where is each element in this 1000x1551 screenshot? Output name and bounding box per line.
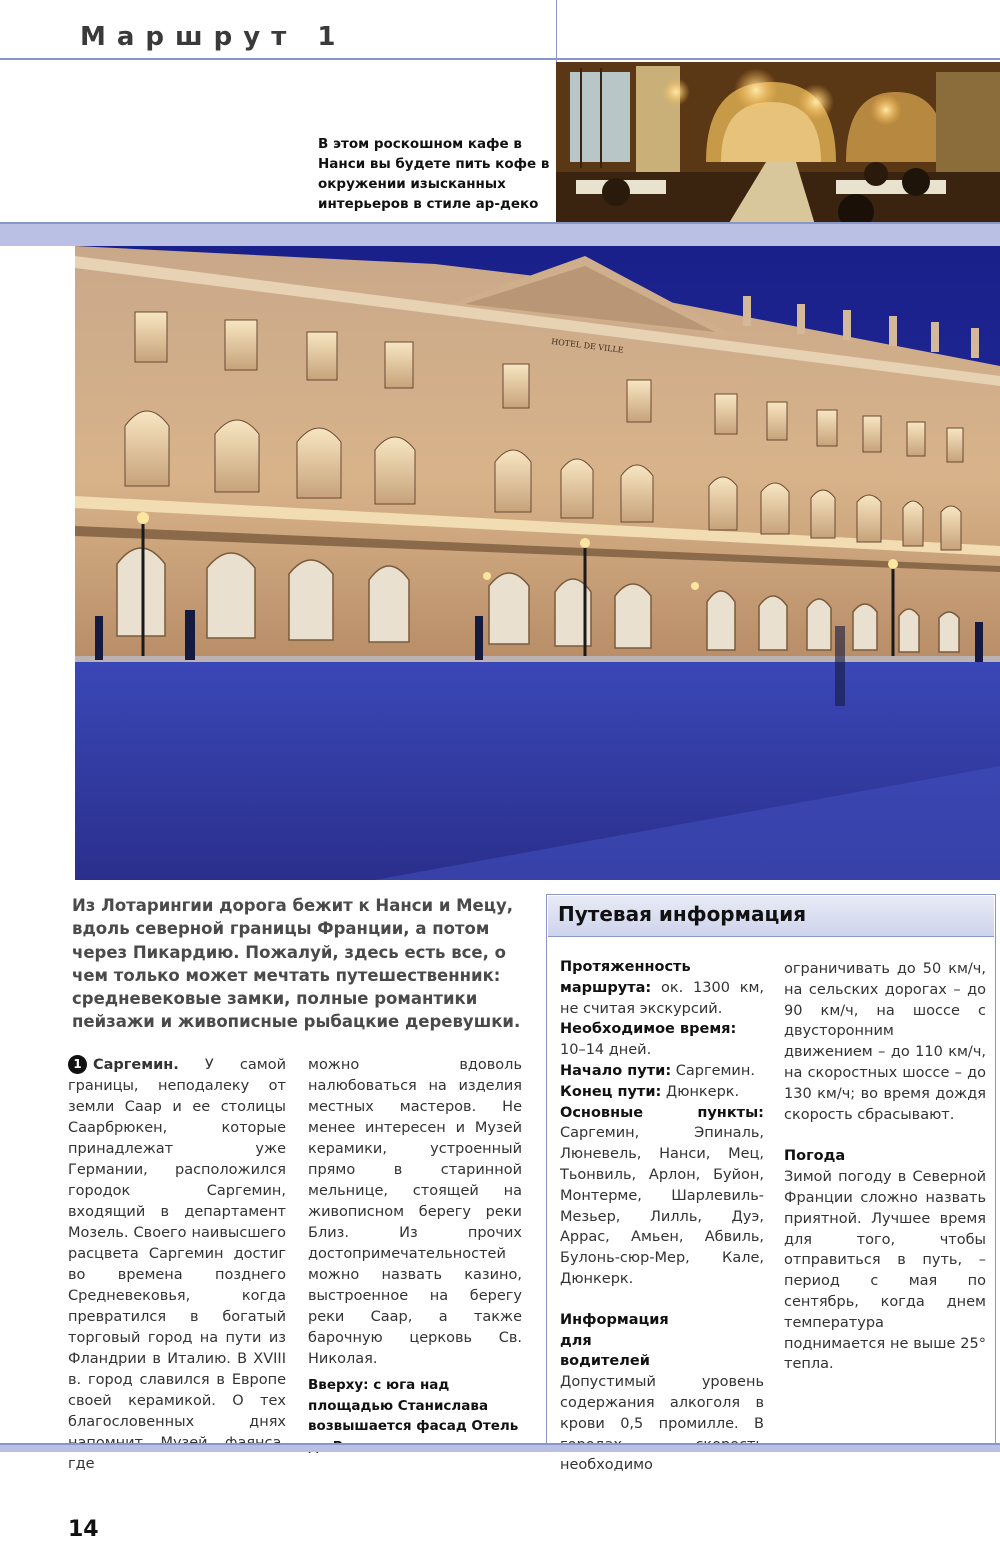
cafe-interior-photo — [556, 62, 1000, 228]
drivers-heading: Информация для водителей — [560, 1311, 669, 1370]
length-value: ок. 1300 км, не считая экскурсий. — [560, 979, 765, 1017]
travel-info-title: Путевая информация — [558, 902, 807, 926]
weather-heading: Погода — [784, 1148, 846, 1165]
cafe-photo-caption: В этом роскошном кафе в Нанси вы будете пить кофе в окружении изысканных интерьеров в стиле ар-деко — [318, 136, 550, 212]
points-label: Основные пункты: — [560, 1104, 764, 1121]
main-photo-caption: Вверху: с юга над площадью Станислава возвышается фасад Отель — [308, 1377, 519, 1434]
lead-paragraph: Из Лотарингии дорога бежит к Нанси и Мецу, вдоль северной границы Франции, а потом через Пикардию. Пожалуй, здесь есть все, о чем только может мечтать путешественник: средневековые замки, полные романтики пейзажи и живописные рыбацкие деревушки. — [72, 896, 521, 1032]
chapter-title: Маршрут 1 — [80, 22, 347, 52]
time-value: 10–14 дней. — [560, 1042, 652, 1059]
bottom-decorative-band-line — [0, 1443, 1000, 1445]
time-label: Необходимое время: — [560, 1021, 737, 1038]
hotel-de-ville-photo — [75, 246, 1000, 880]
length-label: Протяженность маршрута: — [560, 959, 691, 996]
decorative-band — [0, 222, 1000, 246]
drivers-text: Допустимый уровень содержания алкоголя в крови 0,5 промилле. В необходимо — [560, 1374, 764, 1474]
article-column-2: можно вдоволь налюбоваться на изделия местных мастеров. Не менее интересен и Музей керамики, устроенный прямо в старинной мельнице, стоящей на живописном берегу реки Близ. Из прочих достопримечательностей можно назвать казино, выстроенное на берегу реки Саар, а также барочную церковь Св. Николая. — [308, 1057, 522, 1367]
header-divider — [0, 58, 1000, 60]
start-value: Саргемин. — [675, 1062, 755, 1079]
article-heading: Саргемин. — [93, 1057, 179, 1073]
page-number: 14 — [68, 1517, 99, 1542]
travel-info-column-1 — [560, 957, 764, 1476]
decorative-band-line — [0, 222, 1000, 224]
travel-info-column-2 — [784, 959, 986, 1375]
article-column-1 — [68, 1055, 286, 1475]
weather-text: Зимой погоду в Северной Франции сложно назвать приятной. Лучшее время для того, чтобы отправиться в путь, – период с мая по сентябрь, когда днем температура поднимается не выше 25° тепла. — [784, 1169, 986, 1373]
end-value: Дюнкерк. — [665, 1083, 740, 1100]
points-value: Саргемин, Эпиналь, Люневель, Нанси, Мец, Тьонвиль, Арлон, Буйон, Монтерме, Шарлевиль-Мезьер, Лилль, Дуэ, Аррас, Амьен, Абвиль, Булонь-сюр-Мер, Кале, Дюнкерк. — [560, 1125, 764, 1287]
header-divider-vertical — [556, 0, 557, 62]
drivers-text-continued: ограничивать до 50 км/ч, на сельских дорогах – до 90 км/ч, на шоссе с двусторонним движением – до 110 км/ч, на скоростных шоссе – до 130 км/ч; во время дождя скорость сбрасывают. — [784, 961, 986, 1123]
hotel-de-ville-sign: HOTEL DE VILLE — [550, 337, 625, 355]
start-label: Начало пути: — [560, 1062, 672, 1079]
end-label: Конец пути: — [560, 1083, 662, 1100]
route-point-number-badge: 1 — [68, 1055, 87, 1074]
article-text-col1: У самой границы, неподалеку от земли Саар и ее столицы Саарбрюкен, которые принадлежат уже Германии, расположился городок Саргемин, входящий в департамент Мозель. Своего наивысшего расцвета Саргемин достиг во времена позднего Средневековья, когда превратился в богатый торговый город на пути из Фландрии в Италию. В XVIII в. город славился в Европе своей керамикой. О тех благословенных днях где — [68, 1057, 286, 1472]
